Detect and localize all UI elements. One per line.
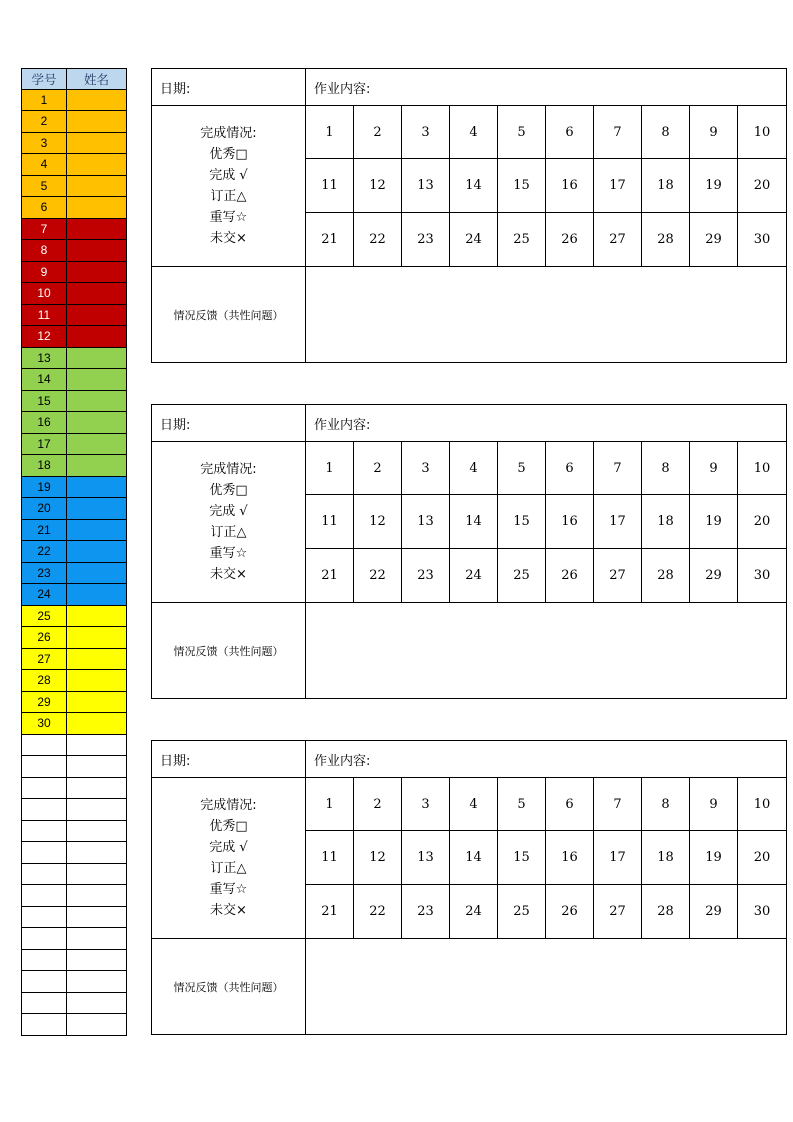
roster-row [21,692,127,714]
student-number-grid [306,442,786,602]
student-mark-cell[interactable]: 18 [642,495,690,548]
student-mark-cell[interactable]: 5 [498,106,546,159]
student-mark-cell[interactable]: 14 [450,159,498,212]
student-number: 18 [21,455,67,477]
legend-line: 完成情况: [200,462,257,477]
roster-row [21,219,127,241]
homework-record-card [151,68,787,363]
student-name-field[interactable] [67,713,127,735]
student-name-field[interactable] [67,111,127,133]
student-mark-cell[interactable]: 14 [450,831,498,884]
roster-row [21,584,127,606]
student-mark-cell[interactable]: 24 [450,549,498,602]
student-mark-cell[interactable]: 1 [306,106,354,159]
roster-row [21,520,127,542]
student-number [21,821,67,843]
student-mark-cell[interactable]: 19 [690,495,738,548]
student-mark-cell[interactable]: 3 [402,778,450,831]
student-mark-cell[interactable]: 10 [738,106,786,159]
student-number: 4 [21,154,67,176]
student-number: 22 [21,541,67,563]
student-name-field[interactable] [67,885,127,907]
student-mark-cell[interactable]: 17 [594,495,642,548]
roster-row [21,670,127,692]
feedback-section [152,603,786,698]
student-mark-cell[interactable]: 28 [642,213,690,266]
student-mark-cell[interactable]: 21 [306,549,354,602]
student-name-field[interactable] [67,950,127,972]
roster-body [21,90,127,1036]
roster-row [21,369,127,391]
student-mark-cell[interactable]: 22 [354,549,402,602]
completion-section [152,106,786,267]
student-mark-cell[interactable]: 10 [738,442,786,495]
student-number [21,907,67,929]
roster-row [21,563,127,585]
student-name-field[interactable] [67,133,127,155]
student-number: 27 [21,649,67,671]
student-name-field[interactable] [67,993,127,1015]
completion-legend [152,442,306,602]
student-number: 8 [21,240,67,262]
student-name-field[interactable] [67,606,127,628]
student-number: 14 [21,369,67,391]
student-mark-cell[interactable]: 15 [498,495,546,548]
student-mark-cell[interactable]: 12 [354,831,402,884]
card-header-row [152,405,786,442]
roster-row [21,348,127,370]
feedback-label: 情况反馈（共性问题） [152,603,306,698]
legend-line: 优秀□ [209,483,248,498]
student-mark-cell[interactable]: 24 [450,213,498,266]
student-mark-cell[interactable]: 4 [450,442,498,495]
legend-line: 完成情况: [200,798,257,813]
roster-row [21,821,127,843]
date-label: 日期: [160,81,191,97]
student-number: 7 [21,219,67,241]
student-mark-cell[interactable]: 20 [738,831,786,884]
roster-row [21,756,127,778]
homework-content-field[interactable] [306,741,786,777]
legend-line: 完成情况: [200,126,257,141]
student-mark-cell[interactable]: 18 [642,159,690,212]
student-number [21,971,67,993]
student-mark-cell[interactable]: 8 [642,106,690,159]
roster-row [21,649,127,671]
legend-line: 完成 √ [209,840,248,855]
student-name-field[interactable] [67,498,127,520]
roster-row [21,778,127,800]
legend-line: 订正△ [210,189,247,204]
student-number: 5 [21,176,67,198]
student-name-field[interactable] [67,90,127,112]
student-mark-cell[interactable]: 17 [594,159,642,212]
feedback-label: 情况反馈（共性问题） [152,939,306,1034]
student-mark-cell[interactable]: 2 [354,106,402,159]
student-mark-cell[interactable]: 6 [546,442,594,495]
student-number: 12 [21,326,67,348]
student-number [21,950,67,972]
roster-header-name: 姓名 [67,68,127,90]
legend-line: 重写☆ [209,210,248,225]
student-number [21,735,67,757]
student-number [21,885,67,907]
student-name-field[interactable] [67,154,127,176]
homework-content-label: 作业内容: [314,81,371,97]
student-name-field[interactable] [67,391,127,413]
roster-row [21,864,127,886]
homework-content-field[interactable] [306,405,786,441]
student-name-field[interactable] [67,283,127,305]
student-mark-cell[interactable]: 9 [690,778,738,831]
student-name-field[interactable] [67,821,127,843]
date-label: 日期: [160,753,191,769]
student-name-field[interactable] [67,412,127,434]
student-mark-cell[interactable]: 9 [690,442,738,495]
student-name-field[interactable] [67,369,127,391]
roster-row [21,391,127,413]
student-mark-cell[interactable]: 19 [690,831,738,884]
student-name-field[interactable] [67,197,127,219]
student-mark-cell[interactable]: 29 [690,885,738,938]
student-number: 9 [21,262,67,284]
student-number [21,799,67,821]
feedback-label: 情况反馈（共性问题） [152,267,306,362]
student-number [21,928,67,950]
roster-row [21,799,127,821]
student-mark-cell[interactable]: 20 [738,495,786,548]
legend-line: 完成 √ [209,168,248,183]
student-name-field[interactable] [67,326,127,348]
student-number-grid [306,778,786,938]
student-mark-cell[interactable]: 21 [306,885,354,938]
student-number-grid [306,106,786,266]
roster-row [21,713,127,735]
homework-record-card [151,740,787,1035]
student-mark-cell[interactable]: 1 [306,442,354,495]
student-mark-cell[interactable]: 23 [402,549,450,602]
student-mark-cell[interactable]: 27 [594,213,642,266]
student-number: 6 [21,197,67,219]
roster-row [21,197,127,219]
legend-line: 未交× [210,567,247,582]
student-number: 2 [21,111,67,133]
student-mark-cell[interactable]: 8 [642,442,690,495]
student-number: 29 [21,692,67,714]
roster-row [21,412,127,434]
roster-row [21,455,127,477]
student-number: 28 [21,670,67,692]
student-mark-cell[interactable]: 11 [306,831,354,884]
student-name-field[interactable] [67,928,127,950]
student-mark-cell[interactable]: 7 [594,442,642,495]
student-name-field[interactable] [67,799,127,821]
legend-line: 订正△ [210,525,247,540]
student-mark-cell[interactable]: 26 [546,549,594,602]
homework-content-label: 作业内容: [314,753,371,769]
legend-line: 优秀□ [209,147,248,162]
student-number: 3 [21,133,67,155]
student-mark-cell[interactable]: 20 [738,159,786,212]
student-mark-cell[interactable]: 25 [498,213,546,266]
roster-row [21,326,127,348]
roster-row [21,1014,127,1036]
student-name-field[interactable] [67,1014,127,1036]
student-mark-cell[interactable]: 24 [450,885,498,938]
student-mark-cell[interactable]: 4 [450,106,498,159]
date-field[interactable] [152,405,306,441]
student-number [21,842,67,864]
student-mark-cell[interactable]: 9 [690,106,738,159]
student-mark-cell[interactable]: 7 [594,778,642,831]
student-mark-cell[interactable]: 27 [594,885,642,938]
student-number [21,1014,67,1036]
student-mark-cell[interactable]: 8 [642,778,690,831]
roster-row [21,627,127,649]
date-label: 日期: [160,417,191,433]
roster-row [21,842,127,864]
student-mark-cell[interactable]: 28 [642,885,690,938]
legend-line: 订正△ [210,861,247,876]
student-mark-cell[interactable]: 22 [354,885,402,938]
completion-legend [152,778,306,938]
student-name-field[interactable] [67,240,127,262]
student-number: 26 [21,627,67,649]
student-number: 20 [21,498,67,520]
feedback-section [152,939,786,1034]
completion-section [152,442,786,603]
student-mark-cell[interactable]: 13 [402,159,450,212]
roster-row [21,928,127,950]
roster-header [21,68,127,90]
legend-line: 重写☆ [209,546,248,561]
student-mark-cell[interactable]: 1 [306,778,354,831]
student-name-field[interactable] [67,670,127,692]
student-name-field[interactable] [67,735,127,757]
student-mark-cell[interactable]: 27 [594,549,642,602]
student-name-field[interactable] [67,305,127,327]
homework-content-field[interactable] [306,69,786,105]
student-mark-cell[interactable]: 2 [354,442,402,495]
student-name-field[interactable] [67,520,127,542]
legend-line: 未交× [210,903,247,918]
student-mark-cell[interactable]: 3 [402,442,450,495]
student-name-field[interactable] [67,627,127,649]
student-mark-cell[interactable]: 29 [690,549,738,602]
student-mark-cell[interactable]: 16 [546,159,594,212]
feedback-input-area[interactable] [306,939,786,1034]
student-mark-cell[interactable]: 17 [594,831,642,884]
student-mark-cell[interactable]: 12 [354,495,402,548]
feedback-input-area[interactable] [306,603,786,698]
legend-line: 优秀□ [209,819,248,834]
student-roster [21,68,127,1036]
student-number: 19 [21,477,67,499]
student-number: 30 [21,713,67,735]
student-name-field[interactable] [67,541,127,563]
student-mark-cell[interactable]: 15 [498,831,546,884]
student-mark-cell[interactable]: 11 [306,159,354,212]
student-name-field[interactable] [67,971,127,993]
student-mark-cell[interactable]: 5 [498,442,546,495]
student-number: 11 [21,305,67,327]
roster-row [21,885,127,907]
student-name-field[interactable] [67,907,127,929]
student-mark-cell[interactable]: 13 [402,495,450,548]
student-number: 16 [21,412,67,434]
student-mark-cell[interactable]: 6 [546,106,594,159]
homework-record-card [151,404,787,699]
student-name-field[interactable] [67,692,127,714]
student-name-field[interactable] [67,649,127,671]
student-mark-cell[interactable]: 16 [546,831,594,884]
card-header-row [152,741,786,778]
student-mark-cell[interactable]: 13 [402,831,450,884]
student-mark-cell[interactable]: 16 [546,495,594,548]
roster-row [21,950,127,972]
roster-row [21,154,127,176]
student-mark-cell[interactable]: 18 [642,831,690,884]
roster-row [21,90,127,112]
legend-line: 未交× [210,231,247,246]
student-mark-cell[interactable]: 25 [498,885,546,938]
legend-line: 重写☆ [209,882,248,897]
student-name-field[interactable] [67,434,127,456]
student-mark-cell[interactable]: 6 [546,778,594,831]
student-mark-cell[interactable]: 30 [753,231,771,247]
roster-row [21,111,127,133]
student-mark-cell[interactable]: 30 [753,567,771,583]
student-mark-cell[interactable]: 10 [738,778,786,831]
roster-row [21,477,127,499]
roster-row [21,434,127,456]
feedback-input-area[interactable] [306,267,786,362]
date-field[interactable] [152,69,306,105]
student-number: 13 [21,348,67,370]
card-header-row [152,69,786,106]
student-number: 15 [21,391,67,413]
student-name-field[interactable] [67,176,127,198]
student-mark-cell[interactable]: 5 [498,778,546,831]
roster-row [21,305,127,327]
student-name-field[interactable] [67,756,127,778]
completion-section [152,778,786,939]
roster-row [21,240,127,262]
student-mark-cell[interactable]: 2 [354,778,402,831]
roster-row [21,262,127,284]
student-number: 24 [21,584,67,606]
student-number [21,993,67,1015]
student-name-field[interactable] [67,563,127,585]
feedback-section [152,267,786,362]
student-mark-cell[interactable]: 7 [594,106,642,159]
student-name-field[interactable] [67,477,127,499]
roster-row [21,283,127,305]
student-mark-cell[interactable]: 26 [546,213,594,266]
roster-row [21,907,127,929]
student-number [21,864,67,886]
student-mark-cell[interactable]: 14 [450,495,498,548]
student-name-field[interactable] [67,348,127,370]
student-name-field[interactable] [67,864,127,886]
completion-legend [152,106,306,266]
student-name-field[interactable] [67,262,127,284]
roster-row [21,133,127,155]
student-number: 21 [21,520,67,542]
student-mark-cell[interactable]: 28 [642,549,690,602]
roster-row [21,735,127,757]
student-mark-cell[interactable]: 30 [753,903,771,919]
student-mark-cell[interactable]: 26 [546,885,594,938]
roster-row [21,606,127,628]
student-name-field[interactable] [67,842,127,864]
roster-row [21,541,127,563]
student-number: 1 [21,90,67,112]
date-field[interactable] [152,741,306,777]
student-mark-cell[interactable]: 4 [450,778,498,831]
student-number: 25 [21,606,67,628]
student-mark-cell[interactable]: 11 [306,495,354,548]
student-mark-cell[interactable]: 15 [498,159,546,212]
student-number [21,778,67,800]
roster-row [21,971,127,993]
roster-row [21,498,127,520]
student-mark-cell[interactable]: 22 [354,213,402,266]
student-name-field[interactable] [67,219,127,241]
student-number: 23 [21,563,67,585]
student-mark-cell[interactable]: 19 [690,159,738,212]
student-mark-cell[interactable]: 21 [306,213,354,266]
student-mark-cell[interactable]: 23 [402,885,450,938]
student-number: 10 [21,283,67,305]
student-mark-cell[interactable]: 29 [690,213,738,266]
student-mark-cell[interactable]: 23 [402,213,450,266]
student-name-field[interactable] [67,455,127,477]
homework-content-label: 作业内容: [314,417,371,433]
roster-header-number: 学号 [21,68,67,90]
legend-line: 完成 √ [209,504,248,519]
student-name-field[interactable] [67,778,127,800]
roster-row [21,993,127,1015]
student-number: 17 [21,434,67,456]
student-mark-cell[interactable]: 3 [402,106,450,159]
student-mark-cell[interactable]: 12 [354,159,402,212]
student-mark-cell[interactable]: 25 [498,549,546,602]
roster-row [21,176,127,198]
student-name-field[interactable] [67,584,127,606]
student-number [21,756,67,778]
